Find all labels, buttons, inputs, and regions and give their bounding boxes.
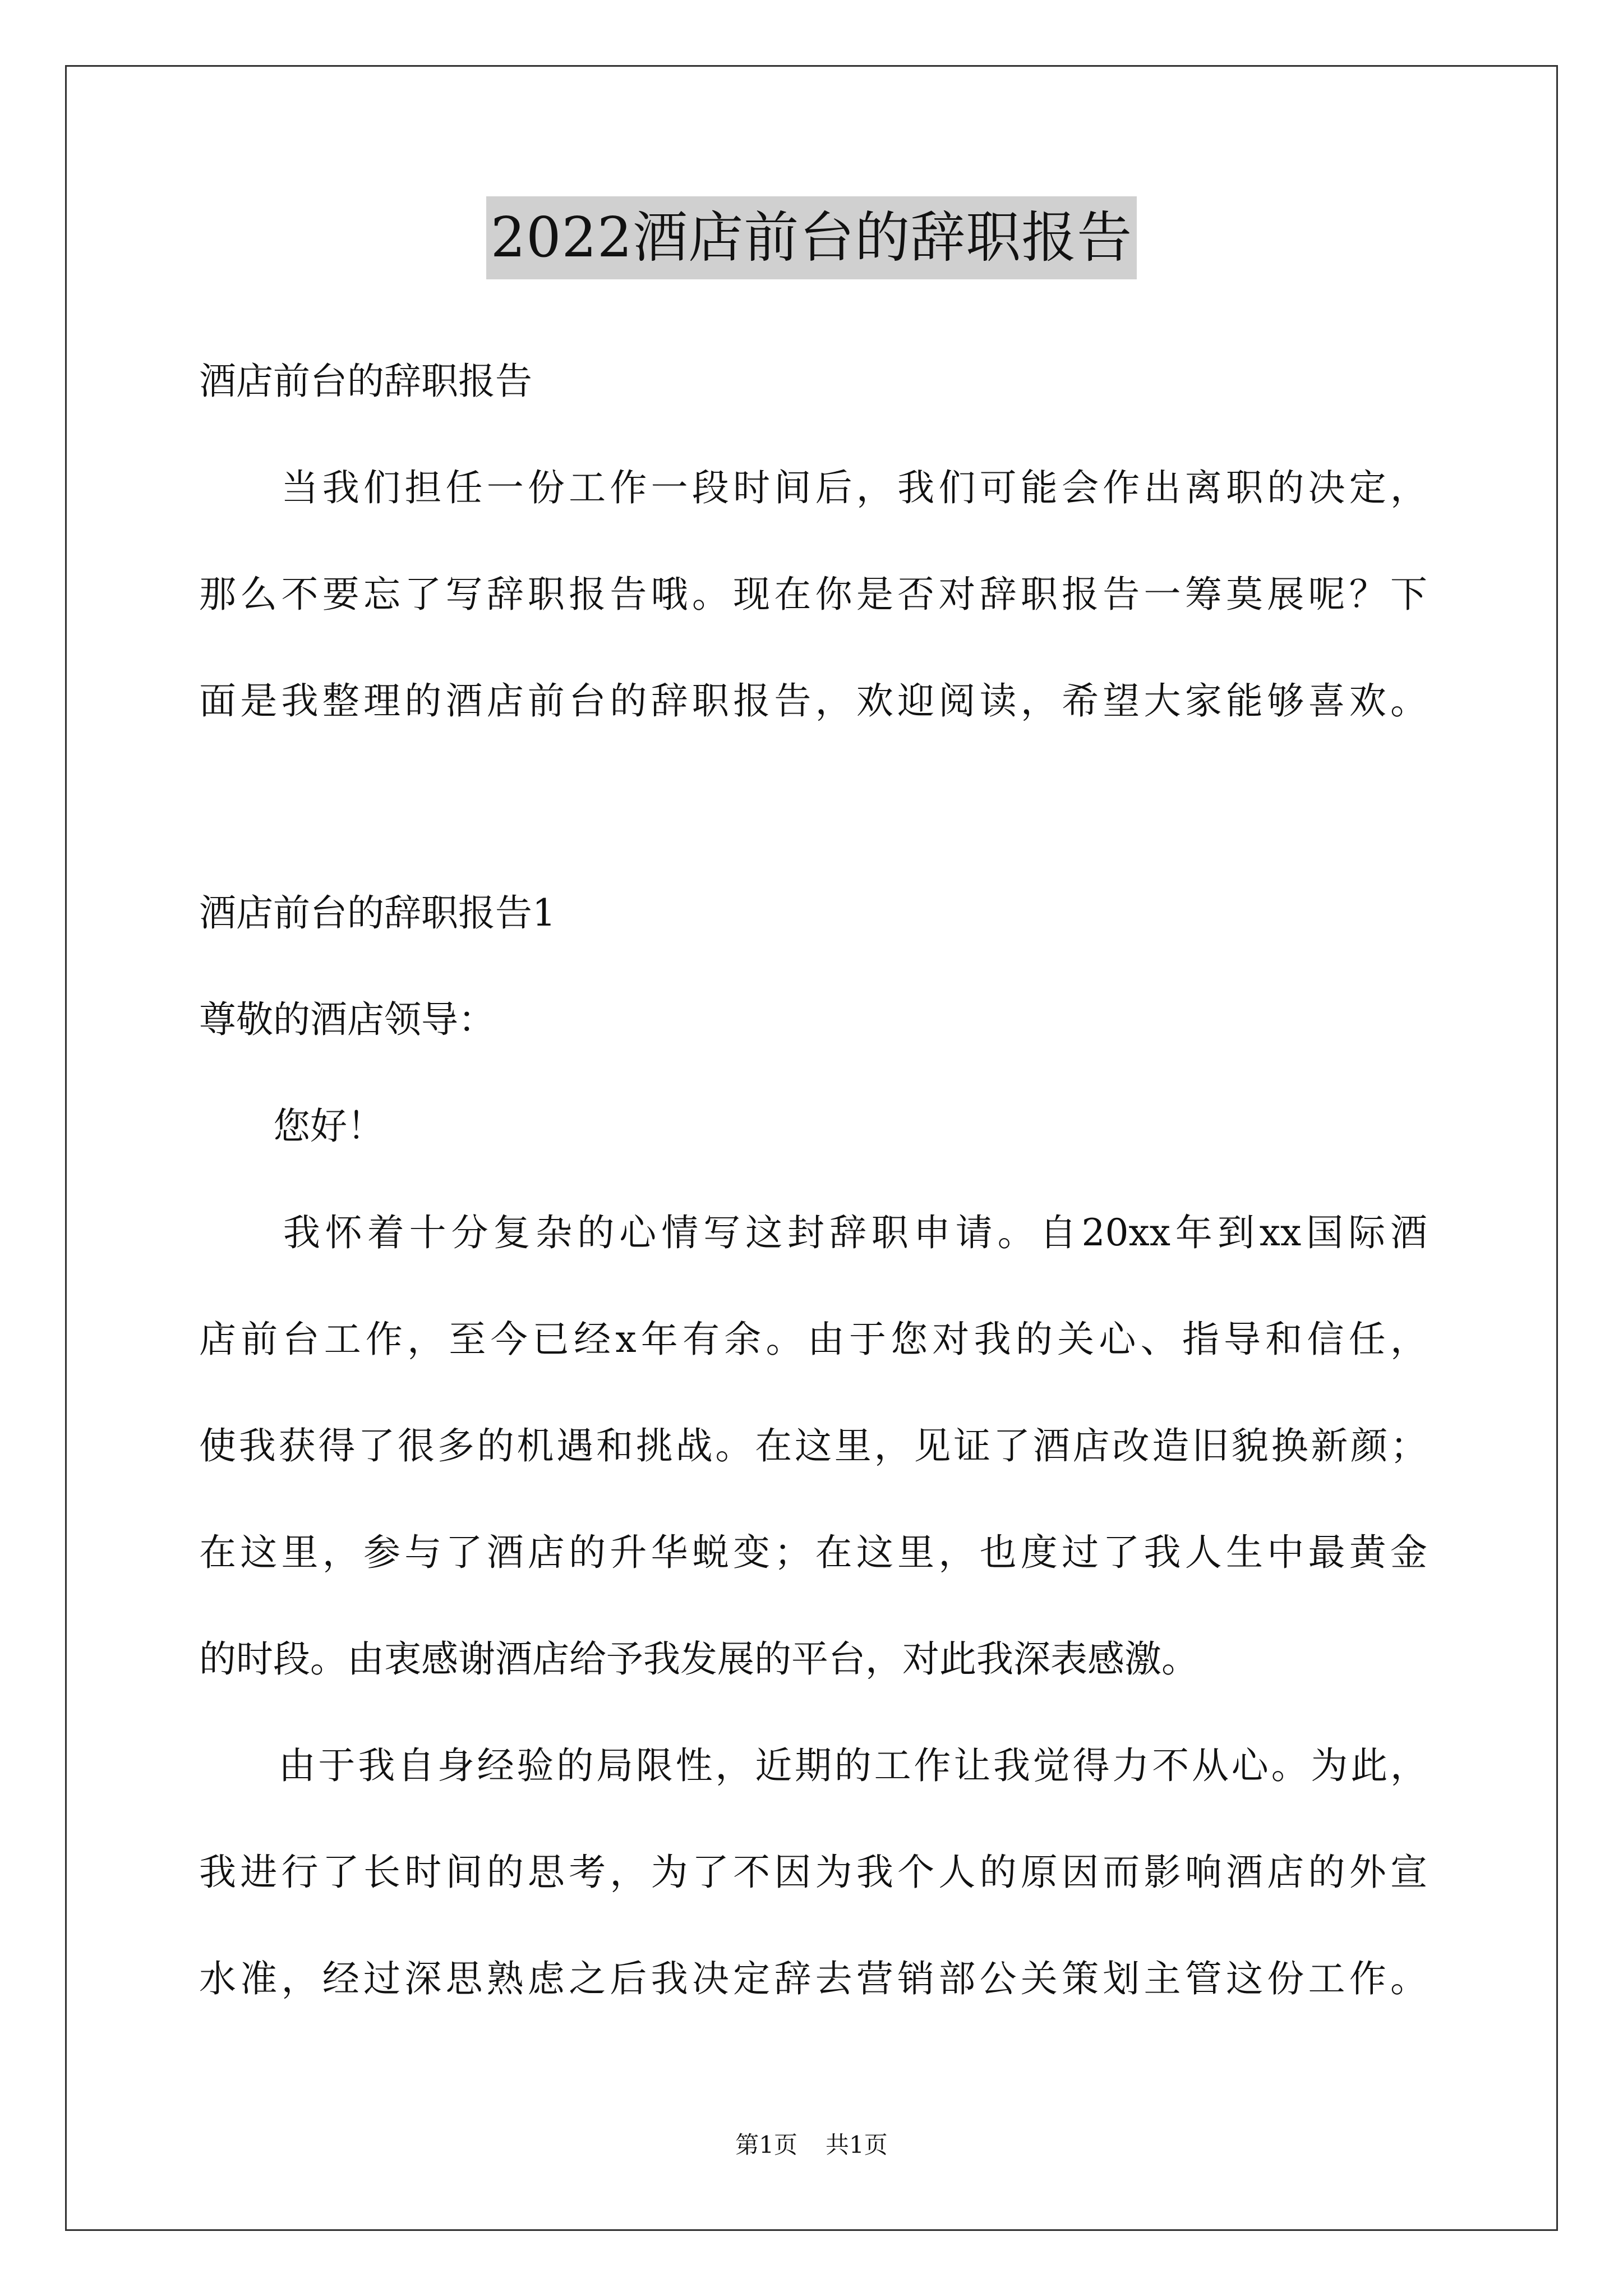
body-line-7: 您好！ (199, 1105, 384, 1148)
body-line-10: 使我获得了很多的机遇和挑战。在这里，见证了酒店改造旧貌换新颜； (199, 1424, 1427, 1467)
title-wrap (0, 196, 1623, 279)
page-total: 共1页 (826, 2131, 888, 2159)
body-line-8: 我怀着十分复杂的心情写这封辞职申请。自20xx年到xx国际酒 (199, 1211, 1427, 1254)
body-line-3: 那么不要忘了写辞职报告哦。现在你是否对辞职报告一筹莫展呢？下 (199, 573, 1427, 616)
body-line-14: 我进行了长时间的思考，为了不因为我个人的原因而影响酒店的外宣 (199, 1851, 1427, 1894)
body-line-2: 当我们担任一份工作一段时间后，我们可能会作出离职的决定， (199, 466, 1427, 509)
body-line-1: 酒店前台的辞职报告 (199, 360, 532, 403)
body-line-9: 店前台工作，至今已经x年有余。由于您对我的关心、指导和信任， (199, 1318, 1427, 1361)
body-line-13: 由于我自身经验的局限性，近期的工作让我觉得力不从心。为此， (199, 1744, 1427, 1787)
body-line-5: 酒店前台的辞职报告1 (199, 891, 556, 935)
page-number: 第1页 (735, 2131, 797, 2159)
page-footer (0, 2129, 1623, 2161)
document-title: 2022酒店前台的辞职报告 (486, 196, 1137, 279)
body-line-4: 面是我整理的酒店前台的辞职报告，欢迎阅读，希望大家能够喜欢。 (199, 679, 1427, 723)
body-line-15: 水准，经过深思熟虑之后我决定辞去营销部公关策划主管这份工作。 (199, 1957, 1427, 2000)
body-line-12: 的时段。由衷感谢酒店给予我发展的平台，对此我深表感激。 (199, 1637, 1198, 1681)
body-line-11: 在这里，参与了酒店的升华蜕变；在这里，也度过了我人生中最黄金 (199, 1531, 1427, 1574)
body-line-6: 尊敬的酒店领导： (199, 998, 495, 1041)
